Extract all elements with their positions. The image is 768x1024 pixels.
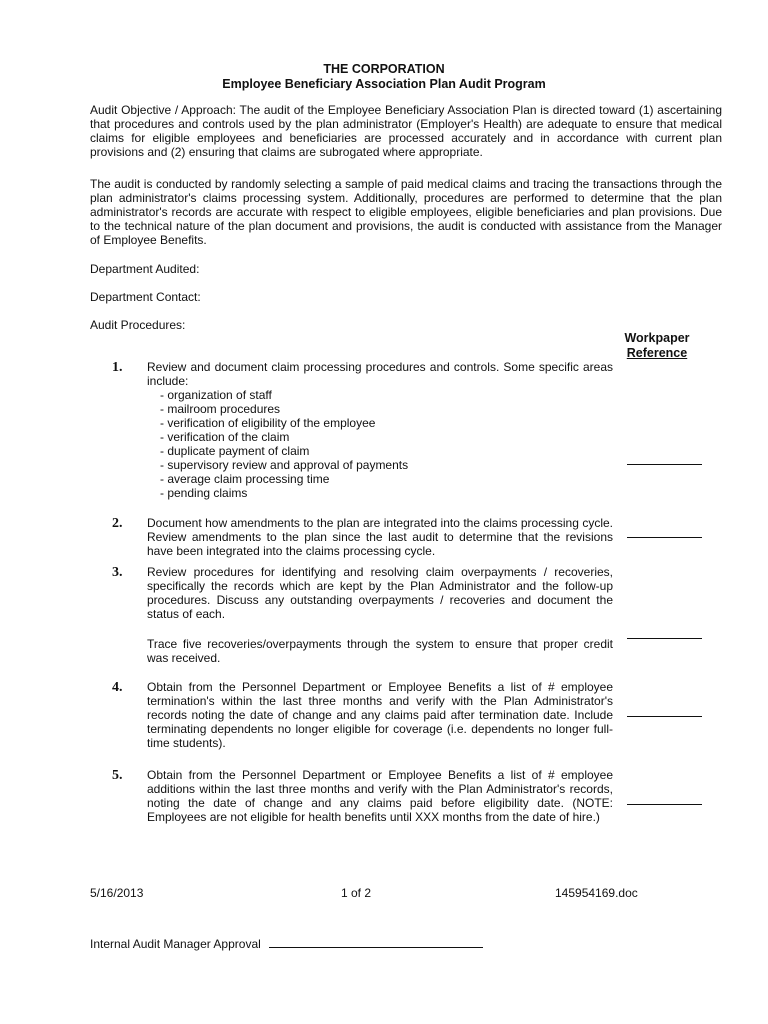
- footer-date: 5/16/2013: [90, 886, 144, 900]
- signature-blank[interactable]: [269, 936, 483, 948]
- list-item: - organization of staff: [160, 388, 272, 402]
- procedure-item: [147, 360, 613, 500]
- document-title: THE CORPORATION: [323, 62, 445, 76]
- approval-label: Internal Audit Manager Approval: [90, 937, 261, 951]
- list-item: - verification of the claim: [160, 430, 290, 444]
- workpaper-reference-line: [627, 716, 702, 717]
- procedure-number: 2.: [112, 516, 123, 531]
- list-item: - duplicate payment of claim: [160, 444, 310, 458]
- workpaper-reference-line: [627, 537, 702, 538]
- list-item: - pending claims: [160, 486, 248, 500]
- approval-signature-line: [90, 936, 483, 951]
- list-item: - verification of eligibility of the employee: [160, 416, 376, 430]
- audit-objective-paragraph: Audit Objective / Approach: The audit of the Employee Beneficiary Association Plan is directed toward (1) ascertaining that procedures and controls used by the plan administrator (Employer's Health) are adequate to ensure that medical claims for eligible employees and beneficiaries are processed accurately and in accordance with current plan provisions and (2) ensuring that claims are subrogated where appropriate.: [90, 103, 722, 159]
- procedure-text: Review procedures for identifying and resolving claim overpayments / recoveries, specifically the records which are kept by the Plan Administrator and the follow-up procedures. Discuss any outstanding overpayments / recoveries and document the status of each.: [147, 565, 613, 621]
- procedure-number: 5.: [112, 768, 123, 783]
- document-subtitle: Employee Beneficiary Association Plan Audit Program: [222, 77, 546, 91]
- procedure-number: 3.: [112, 565, 123, 580]
- procedure-text: Review and document claim processing procedures and controls. Some specific areas include:: [147, 360, 613, 388]
- procedure-number: 1.: [112, 360, 123, 375]
- list-item: - mailroom procedures: [160, 402, 281, 416]
- department-contact-label: Department Contact:: [90, 290, 201, 304]
- audit-procedures-label: Audit Procedures:: [90, 318, 186, 332]
- footer-page-number: 1 of 2: [341, 886, 372, 900]
- footer-filename: 145954169.doc: [555, 886, 638, 900]
- procedure-number: 4.: [112, 680, 123, 695]
- procedure-text: Obtain from the Personnel Department or Employee Benefits a list of # employee termination's within the last three months and verify with the Plan Administrator's records noting the date of change and any claims paid after termination date. Include terminating dependents no longer eligible for coverage (i.e. dependents no longer full-time students).: [147, 680, 613, 750]
- procedure-text-secondary: Trace five recoveries/overpayments through the system to ensure that proper credit was received.: [147, 637, 613, 665]
- department-audited-label: Department Audited:: [90, 262, 200, 276]
- audit-approach-paragraph: The audit is conducted by randomly selecting a sample of paid medical claims and tracing the transactions through the plan administrator's claims processing system. Additionally, procedures are performed to determine that the plan administrator's records are accurate with respect to eligible employees, eligible beneficiaries and plan provisions. Due to the technical nature of the plan document and provisions, the audit is conducted with assistance from the Manager of Employee Benefits.: [90, 177, 722, 247]
- workpaper-reference-line: [627, 464, 702, 465]
- workpaper-reference-line: [627, 804, 702, 805]
- list-item: - supervisory review and approval of payments: [160, 458, 409, 472]
- workpaper-header-line2: Reference: [626, 346, 688, 360]
- workpaper-reference-header: [612, 331, 702, 361]
- workpaper-reference-line: [627, 638, 702, 639]
- procedure-text: Document how amendments to the plan are integrated into the claims processing cycle. Review amendments to the plan since the last audit to determine that the revisions have been integrated into the claims processing cycle.: [147, 516, 613, 558]
- procedure-text: Obtain from the Personnel Department or Employee Benefits a list of # employee additions within the last three months and verify with the Plan Administrator's records, noting the date of change and any claims paid before eligibility date. (NOTE: Employees are not eligible for health benefits until XXX months from the date of hire.): [147, 768, 613, 824]
- workpaper-header-line1: Workpaper: [624, 331, 690, 345]
- procedure-subitem-list: [147, 388, 613, 500]
- list-item: - average claim processing time: [160, 472, 330, 486]
